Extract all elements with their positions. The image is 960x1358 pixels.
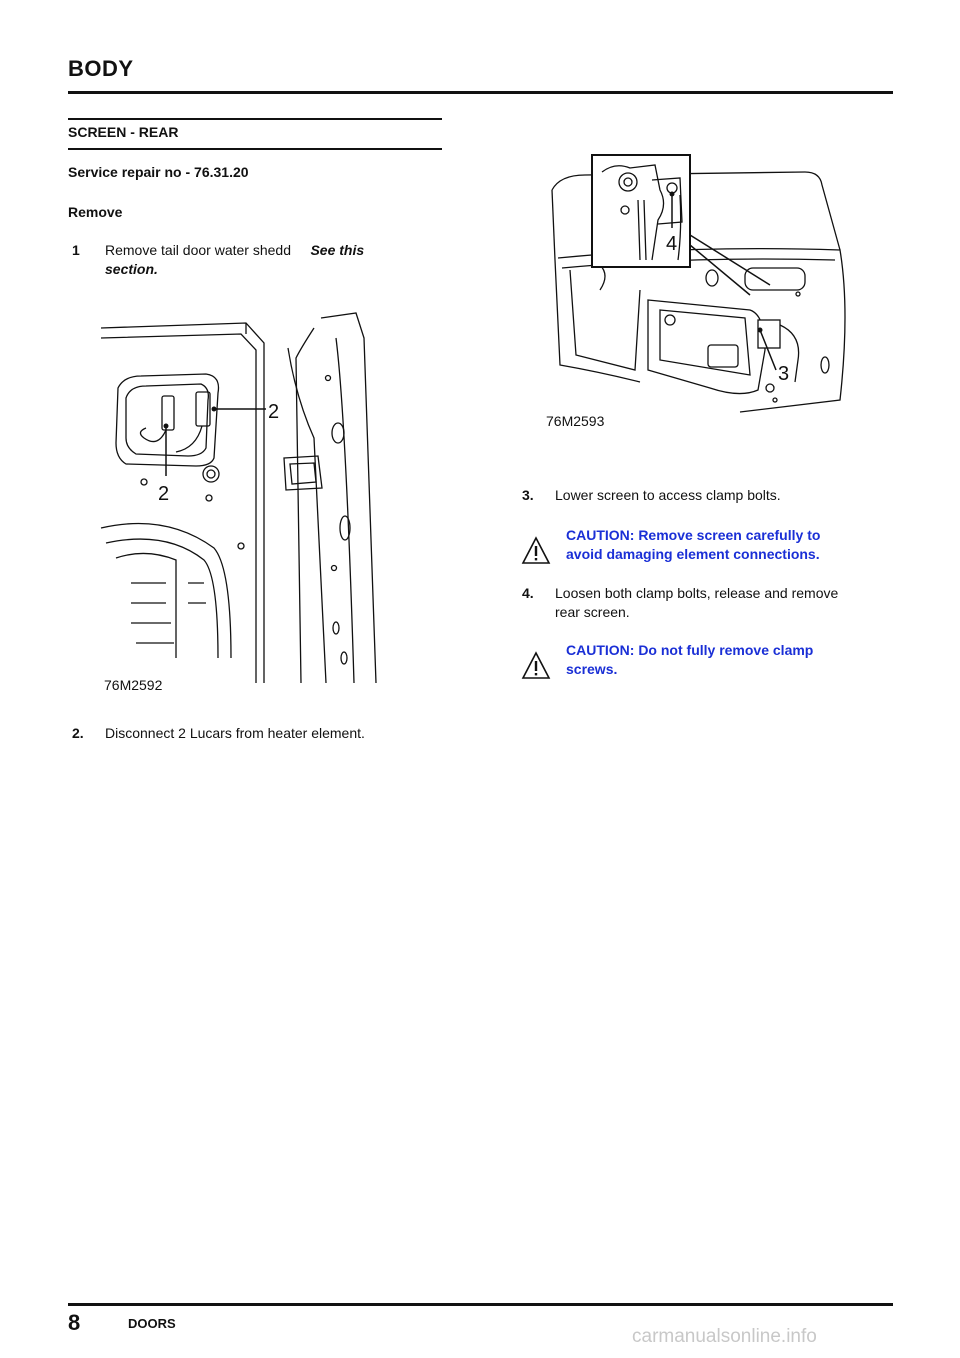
callout-label: 2 — [158, 483, 170, 505]
figure-76M2592 — [96, 298, 406, 698]
step-number: 4. — [522, 585, 534, 601]
footer-section-name: DOORS — [128, 1316, 176, 1331]
caution-note-2 — [566, 641, 813, 679]
page-header-title: BODY — [68, 56, 134, 81]
figure-76M2593 — [540, 150, 860, 435]
cross-reference-link[interactable]: See this — [310, 242, 365, 258]
warning-triangle-icon — [521, 651, 551, 681]
step-number: 1 — [72, 242, 80, 258]
callout-label: 2 — [268, 401, 280, 423]
caution-note-1 — [566, 526, 820, 564]
header-rule — [68, 91, 893, 94]
figure-id: 76M2592 — [104, 677, 163, 693]
step-text: Remove tail door water shedd — [105, 242, 291, 258]
section-rule-top — [68, 118, 442, 120]
footer-rule — [68, 1303, 893, 1306]
step-number: 2. — [72, 725, 84, 741]
step-text: Loosen both clamp bolts, release and remove — [555, 585, 839, 601]
section-title: SCREEN - REAR — [68, 124, 179, 140]
step-4 — [522, 584, 902, 622]
step-2 — [72, 724, 365, 743]
step-text: Lower screen to access clamp bolts. — [555, 487, 781, 503]
callout-label: 4 — [666, 233, 678, 255]
section-rule-bottom — [68, 148, 442, 150]
caution-text: avoid damaging element connections. — [566, 546, 820, 562]
step-3 — [522, 486, 781, 505]
caution-text: CAUTION: Do not fully remove clamp — [566, 642, 814, 658]
step-text: Disconnect 2 Lucars from heater element. — [105, 725, 365, 741]
caution-text: screws. — [566, 661, 618, 677]
callout-label: 3 — [778, 363, 790, 385]
step-1 — [72, 241, 432, 260]
figure-id: 76M2593 — [546, 413, 605, 429]
remove-heading: Remove — [68, 204, 123, 220]
step-text: rear screen. — [555, 604, 630, 620]
watermark-text: carmanualsonline.info — [632, 1326, 817, 1347]
page-number: 8 — [68, 1310, 81, 1335]
warning-triangle-icon — [521, 536, 551, 566]
service-repair-number: Service repair no - 76.31.20 — [68, 164, 249, 180]
cross-reference-link-cont[interactable]: section. — [105, 261, 158, 277]
caution-text: CAUTION: Remove screen carefully to — [566, 527, 821, 543]
step-number: 3. — [522, 487, 534, 503]
